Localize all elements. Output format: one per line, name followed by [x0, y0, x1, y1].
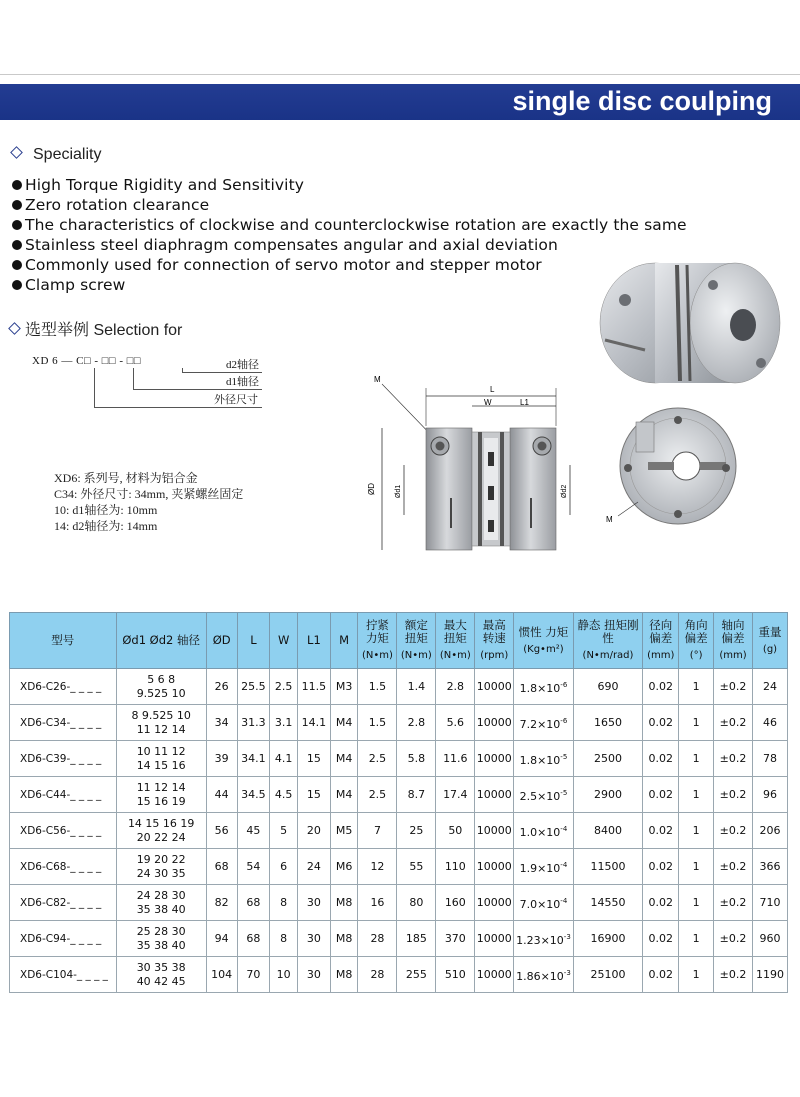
table-cell: 1 [679, 957, 714, 993]
table-cell: ±0.2 [714, 777, 753, 813]
column-header-unit: (mm) [719, 650, 747, 661]
table-cell: 16900 [573, 921, 643, 957]
table-cell: 2900 [573, 777, 643, 813]
inertia-exponent: -6 [560, 680, 568, 689]
column-header [573, 613, 643, 669]
table-cell: 28 [358, 957, 397, 993]
table-cell: ±0.2 [714, 957, 753, 993]
column-header-label: L [250, 633, 257, 647]
dim-l-label: L [490, 385, 495, 394]
table-cell: 45 [237, 813, 270, 849]
bore-line: 30 35 38 [136, 960, 186, 974]
column-header [753, 613, 788, 669]
list-item-text: Stainless steel diaphragm compensates angular and axial deviation [25, 236, 558, 254]
table-cell: M6 [330, 849, 358, 885]
column-header [206, 613, 237, 669]
table-cell: 710 [753, 885, 788, 921]
dim-d2-label: Ød2 [561, 484, 568, 498]
bore-cell [116, 885, 206, 921]
inertia-base: 1.0×10 [519, 825, 561, 839]
table-cell: ±0.2 [714, 813, 753, 849]
inertia-base: 7.0×10 [519, 897, 561, 911]
table-cell: 370 [436, 921, 475, 957]
table-cell: M5 [330, 813, 358, 849]
table-cell: 0.02 [643, 921, 679, 957]
bore-line: 40 42 45 [136, 974, 186, 988]
speciality-heading [12, 146, 101, 164]
table-cell: 185 [397, 921, 436, 957]
column-header-label: 最大 扭矩 [443, 618, 467, 645]
column-header-label: ØD [212, 633, 231, 647]
table-cell: 0.02 [643, 705, 679, 741]
table-cell: 10000 [475, 705, 514, 741]
inertia-exponent: -4 [560, 860, 568, 869]
column-header-label: Ød1 Ød2 轴径 [122, 633, 201, 647]
list-item-text: Clamp screw [25, 276, 126, 294]
bore-line: 20 22 24 [136, 830, 186, 844]
table-cell: 510 [436, 957, 475, 993]
table-cell: 10000 [475, 813, 514, 849]
table-cell: 1650 [573, 705, 643, 741]
table-cell: 82 [206, 885, 237, 921]
table-cell: 68 [237, 885, 270, 921]
column-header [397, 613, 436, 669]
d1-label: d1轴径 [226, 376, 259, 388]
column-header-unit: (mm) [647, 650, 675, 661]
list-item-text: Zero rotation clearance [25, 196, 210, 214]
coupling-side-drawing [360, 370, 590, 560]
bore-cell [116, 849, 206, 885]
bore-cell [116, 777, 206, 813]
table-cell: 1 [679, 669, 714, 705]
table-cell: 255 [397, 957, 436, 993]
dim-w-label: W [484, 398, 492, 407]
speciality-heading-text: Speciality [33, 146, 102, 163]
table-cell: 14550 [573, 885, 643, 921]
table-cell: 30 [298, 885, 331, 921]
selection-heading-text: 选型举例 Selection for [25, 322, 183, 339]
table-cell: 10000 [475, 741, 514, 777]
list-item-text: Commonly used for connection of servo motor and stepper motor [25, 256, 542, 274]
inertia-cell [514, 957, 573, 993]
table-cell: 39 [206, 741, 237, 777]
table-cell: 54 [237, 849, 270, 885]
page-title: single disc coulping [512, 86, 772, 116]
table-cell: 2.5 [270, 669, 298, 705]
table-cell: 78 [753, 741, 788, 777]
table-cell: 56 [206, 813, 237, 849]
table-cell: 160 [436, 885, 475, 921]
table-cell: ±0.2 [714, 705, 753, 741]
bore-line: 11 12 14 [136, 722, 186, 736]
table-cell: 2500 [573, 741, 643, 777]
bore-cell [116, 669, 206, 705]
table-cell: 0.02 [643, 957, 679, 993]
table-cell: 2.5 [358, 777, 397, 813]
table-row [10, 885, 788, 921]
diamond-icon [10, 146, 23, 159]
table-cell: 1190 [753, 957, 788, 993]
inertia-cell [514, 813, 573, 849]
column-header-unit: (g) [762, 643, 778, 655]
column-header-label: 额定 扭矩 [404, 618, 428, 645]
inertia-exponent: -5 [560, 752, 568, 761]
table-cell: 1 [679, 921, 714, 957]
top-rule [0, 74, 800, 75]
table-cell: 8 [270, 885, 298, 921]
selection-notes [54, 470, 243, 534]
table-cell: 1.5 [358, 669, 397, 705]
column-header-label: 最高 转速 [482, 618, 506, 645]
od-label: 外径尺寸 [214, 394, 258, 406]
table-cell: 30 [298, 957, 331, 993]
table-cell: 24 [753, 669, 788, 705]
table-cell: M4 [330, 777, 358, 813]
column-header [514, 613, 573, 669]
table-cell: XD6-C94-_ _ _ _ [10, 921, 117, 957]
column-header-label: 径向 偏差 [649, 618, 673, 645]
table-cell: 17.4 [436, 777, 475, 813]
column-header-unit: (°) [689, 650, 703, 661]
column-header-label: 静态 扭矩刚性 [577, 618, 639, 645]
table-cell: 0.02 [643, 777, 679, 813]
column-header-label: 惯性 力矩 [518, 624, 569, 639]
table-cell: 1 [679, 885, 714, 921]
bore-line: 19 20 22 [136, 852, 186, 866]
table-cell: 0.02 [643, 849, 679, 885]
inertia-exponent: -4 [560, 896, 568, 905]
dim-d1-label: Ød1 [395, 484, 402, 498]
table-cell: 11500 [573, 849, 643, 885]
table-cell: 104 [206, 957, 237, 993]
table-cell: ±0.2 [714, 669, 753, 705]
column-header-label: 轴向 偏差 [721, 618, 745, 645]
table-cell: ±0.2 [714, 849, 753, 885]
table-cell: 11.6 [436, 741, 475, 777]
list-item-text: The characteristics of clockwise and counterclockwise rotation are exactly the same [25, 216, 687, 234]
table-cell: 70 [237, 957, 270, 993]
bore-line: 8 9.525 10 [131, 708, 191, 722]
bore-line: 11 12 14 [136, 780, 186, 794]
note-line: 14: d2轴径为: 14mm [54, 519, 158, 533]
table-cell: 5.6 [436, 705, 475, 741]
inertia-base: 1.9×10 [519, 861, 561, 875]
table-cell: 20 [298, 813, 331, 849]
bore-line: 14 15 16 [136, 758, 186, 772]
bore-line: 9.525 10 [136, 686, 186, 700]
table-cell: 1.5 [358, 705, 397, 741]
table-cell: 3.1 [270, 705, 298, 741]
coupling-photo [585, 245, 785, 395]
column-header-unit: (N•m) [361, 650, 393, 661]
bore-cell [116, 705, 206, 741]
bullet-icon [12, 260, 22, 270]
table-cell: 1 [679, 813, 714, 849]
list-item [12, 215, 712, 235]
bullet-icon [12, 280, 22, 290]
bullet-icon [12, 180, 22, 190]
inertia-exponent: -4 [560, 824, 568, 833]
dim-l1-label: L1 [520, 398, 529, 407]
d2-label: d2轴径 [226, 359, 259, 371]
inertia-cell [514, 741, 573, 777]
bore-line: 25 28 30 [136, 924, 186, 938]
table-cell: 1 [679, 849, 714, 885]
column-header [358, 613, 397, 669]
inertia-base: 7.2×10 [519, 717, 561, 731]
title-banner [0, 84, 800, 120]
table-cell: 15 [298, 741, 331, 777]
model-code: XD 6 — C□ - □□ - □□ [32, 355, 142, 367]
note-line: C34: 外径尺寸: 34mm, 夹紧螺丝固定 [54, 487, 244, 501]
table-cell: M4 [330, 741, 358, 777]
table-cell: 8.7 [397, 777, 436, 813]
table-cell: 1 [679, 741, 714, 777]
table-cell: XD6-C34-_ _ _ _ [10, 705, 117, 741]
table-cell: XD6-C39-_ _ _ _ [10, 741, 117, 777]
table-cell: 4.5 [270, 777, 298, 813]
table-cell: 5 [270, 813, 298, 849]
table-cell: M8 [330, 885, 358, 921]
inertia-base: 1.8×10 [519, 681, 561, 695]
table-cell: 2.8 [436, 669, 475, 705]
table-cell: 0.02 [643, 885, 679, 921]
table-cell: 34 [206, 705, 237, 741]
column-header [330, 613, 358, 669]
table-cell: 10000 [475, 777, 514, 813]
table-cell: 110 [436, 849, 475, 885]
inertia-cell [514, 777, 573, 813]
table-cell: 0.02 [643, 813, 679, 849]
selection-heading [10, 317, 182, 340]
bore-cell [116, 957, 206, 993]
column-header-unit: (Kg•m²) [523, 643, 564, 655]
table-cell: 10000 [475, 921, 514, 957]
table-row [10, 957, 788, 993]
table-cell: 4.1 [270, 741, 298, 777]
table-cell: 44 [206, 777, 237, 813]
column-header-unit: (N•m) [439, 650, 471, 661]
dim-od-label: ØD [367, 483, 376, 495]
bore-line: 5 6 8 [147, 672, 176, 686]
table-cell: 16 [358, 885, 397, 921]
table-cell: 34.1 [237, 741, 270, 777]
table-cell: 30 [298, 921, 331, 957]
inertia-cell [514, 705, 573, 741]
inertia-base: 2.5×10 [519, 789, 561, 803]
bullet-icon [12, 220, 22, 230]
inertia-base: 1.86×10 [516, 969, 564, 983]
inertia-exponent: -6 [560, 716, 568, 725]
column-header-label: L1 [307, 633, 321, 647]
list-item-text: High Torque Rigidity and Sensitivity [25, 176, 305, 194]
table-cell: 10000 [475, 957, 514, 993]
note-line: XD6: 系列号, 材料为铝合金 [54, 471, 198, 485]
table-row [10, 921, 788, 957]
table-cell: XD6-C68-_ _ _ _ [10, 849, 117, 885]
column-header-unit: (N•m) [400, 650, 432, 661]
table-row [10, 849, 788, 885]
bullet-icon [12, 240, 22, 250]
table-cell: 24 [298, 849, 331, 885]
bullet-icon [12, 200, 22, 210]
spec-table [9, 612, 788, 993]
inertia-exponent: -3 [563, 968, 571, 977]
table-cell: 2.8 [397, 705, 436, 741]
table-cell: 68 [237, 921, 270, 957]
inertia-base: 1.23×10 [516, 933, 564, 947]
bore-cell [116, 813, 206, 849]
table-row [10, 813, 788, 849]
table-header-row [10, 613, 788, 669]
inertia-cell [514, 885, 573, 921]
table-cell: 55 [397, 849, 436, 885]
diamond-icon [8, 322, 21, 335]
bore-cell [116, 921, 206, 957]
table-cell: M3 [330, 669, 358, 705]
table-cell: 34.5 [237, 777, 270, 813]
inertia-base: 1.8×10 [519, 753, 561, 767]
table-cell: 28 [358, 921, 397, 957]
column-header [270, 613, 298, 669]
screw-m-label: M [374, 375, 381, 384]
table-row [10, 705, 788, 741]
inertia-exponent: -3 [563, 932, 571, 941]
model-code-scheme [0, 346, 300, 416]
table-cell: 68 [206, 849, 237, 885]
bore-line: 35 38 40 [136, 938, 186, 952]
table-cell: 14.1 [298, 705, 331, 741]
column-header [10, 613, 117, 669]
column-header-label: 型号 [51, 633, 75, 647]
table-cell: XD6-C82-_ _ _ _ [10, 885, 117, 921]
table-cell: 366 [753, 849, 788, 885]
bore-cell [116, 741, 206, 777]
table-cell: 50 [436, 813, 475, 849]
column-header-unit: (rpm) [480, 650, 509, 661]
table-cell: 7 [358, 813, 397, 849]
table-cell: 11.5 [298, 669, 331, 705]
table-cell: 960 [753, 921, 788, 957]
table-cell: XD6-C56-_ _ _ _ [10, 813, 117, 849]
note-line: 10: d1轴径为: 10mm [54, 503, 158, 517]
inertia-cell [514, 669, 573, 705]
bore-line: 15 16 19 [136, 794, 186, 808]
coupling-end-view [598, 402, 758, 537]
table-row [10, 741, 788, 777]
table-cell: XD6-C26-_ _ _ _ [10, 669, 117, 705]
column-header [116, 613, 206, 669]
table-cell: 1 [679, 777, 714, 813]
table-cell: 2.5 [358, 741, 397, 777]
bore-line: 35 38 40 [136, 902, 186, 916]
table-cell: 8400 [573, 813, 643, 849]
table-cell: ±0.2 [714, 741, 753, 777]
column-header-label: 重量 [758, 624, 782, 639]
table-cell: 25100 [573, 957, 643, 993]
table-cell: 10000 [475, 669, 514, 705]
bore-line: 24 30 35 [136, 866, 186, 880]
inertia-exponent: -5 [560, 788, 568, 797]
bore-line: 14 15 16 19 [127, 816, 195, 830]
column-header [237, 613, 270, 669]
column-header-unit: (N•m/rad) [582, 650, 634, 661]
column-header [679, 613, 714, 669]
table-cell: 206 [753, 813, 788, 849]
bore-line: 24 28 30 [136, 888, 186, 902]
table-cell: M4 [330, 705, 358, 741]
table-cell: 94 [206, 921, 237, 957]
table-cell: 15 [298, 777, 331, 813]
table-cell: 5.8 [397, 741, 436, 777]
table-cell: 0.02 [643, 741, 679, 777]
end-view-m-label: M [606, 515, 613, 524]
table-cell: 690 [573, 669, 643, 705]
column-header-label: 角向 偏差 [684, 618, 708, 645]
list-item [12, 195, 712, 215]
column-header-label: W [277, 633, 290, 647]
table-cell: M8 [330, 921, 358, 957]
table-cell: 12 [358, 849, 397, 885]
table-cell: 31.3 [237, 705, 270, 741]
table-cell: 26 [206, 669, 237, 705]
table-cell: 46 [753, 705, 788, 741]
column-header-label: M [339, 633, 350, 647]
table-cell: XD6-C104-_ _ _ _ [10, 957, 117, 993]
column-header [298, 613, 331, 669]
table-cell: 0.02 [643, 669, 679, 705]
table-row [10, 669, 788, 705]
table-cell: 8 [270, 921, 298, 957]
table-cell: 25 [397, 813, 436, 849]
table-cell: 10000 [475, 885, 514, 921]
table-row [10, 777, 788, 813]
table-cell: ±0.2 [714, 885, 753, 921]
column-header-label: 拧紧 力矩 [365, 618, 389, 645]
bore-line: 10 11 12 [136, 744, 186, 758]
table-cell: XD6-C44-_ _ _ _ [10, 777, 117, 813]
table-cell: 25.5 [237, 669, 270, 705]
list-item [12, 175, 712, 195]
column-header [714, 613, 753, 669]
inertia-cell [514, 849, 573, 885]
table-cell: 10000 [475, 849, 514, 885]
column-header [643, 613, 679, 669]
table-cell: 1.4 [397, 669, 436, 705]
table-cell: 80 [397, 885, 436, 921]
table-cell: 6 [270, 849, 298, 885]
table-cell: M8 [330, 957, 358, 993]
column-header [475, 613, 514, 669]
table-cell: 10 [270, 957, 298, 993]
table-cell: ±0.2 [714, 921, 753, 957]
table-cell: 1 [679, 705, 714, 741]
column-header [436, 613, 475, 669]
table-cell: 96 [753, 777, 788, 813]
inertia-cell [514, 921, 573, 957]
